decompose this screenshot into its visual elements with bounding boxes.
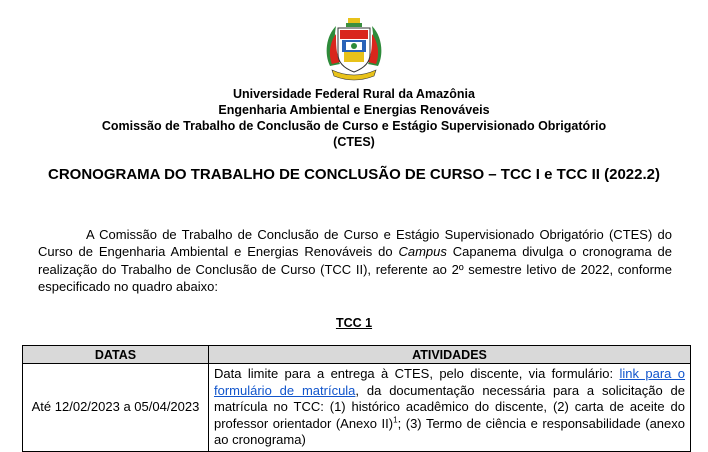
table-row xyxy=(23,364,691,452)
column-header-dates: DATAS xyxy=(23,346,209,364)
course-name: Engenharia Ambiental e Energias Renováveis xyxy=(218,103,490,117)
row-date: Até 12/02/2023 a 05/04/2023 xyxy=(23,364,209,452)
intro-paragraph xyxy=(38,226,672,296)
university-crest xyxy=(322,14,386,84)
activity-text-1: Data limite para a entrega à CTES, pelo discente, via formulário: xyxy=(214,366,620,381)
section-heading-tcc1: TCC 1 xyxy=(335,316,373,330)
schedule-table xyxy=(22,345,691,452)
enrollment-form-link[interactable]: link para o formulário de matrícula xyxy=(214,366,686,398)
university-name: Universidade Federal Rural da Amazônia xyxy=(233,87,475,101)
intro-text-1: A Comissão de Trabalho de Conclusão de Curso e Estágio Supervisionado Obrigatório (CTES) do Curso de Engenharia Ambiental e Energias Renováveis do xyxy=(38,227,672,260)
activity-text-2: , da documentação necessária para a solicitação de matrícula no TCC: (1) histórico acadêmico do discente, (2) carta de aceite do professor orientador (Anexo II) xyxy=(214,382,685,431)
crest-emblem-icon xyxy=(322,14,386,84)
document-header xyxy=(0,86,708,150)
column-header-activities: ATIVIDADES xyxy=(209,346,691,364)
table-header-row xyxy=(23,346,691,364)
intro-text-2: Capanema divulga o cronograma de realização do Trabalho de Conclusão de Curso (TCC II), referente ao 2º semestre letivo de 2022, conforme especificado no quadro abaixo: xyxy=(38,244,672,295)
document-title: CRONOGRAMA DO TRABALHO DE CONCLUSÃO DE CURSO – TCC I e TCC II (2022.2) xyxy=(48,166,660,183)
row-activity xyxy=(209,364,691,452)
commission-name: Comissão de Trabalho de Conclusão de Curso e Estágio Supervisionado Obrigatório xyxy=(101,119,607,133)
footnote-marker: 1 xyxy=(393,415,398,425)
commission-acronym: (CTES) xyxy=(333,135,375,149)
intro-campus: Campus xyxy=(398,244,447,260)
activity-text-3: ; (3) Termo de ciência e responsabilidade (anexo ao cronograma) xyxy=(214,415,685,447)
